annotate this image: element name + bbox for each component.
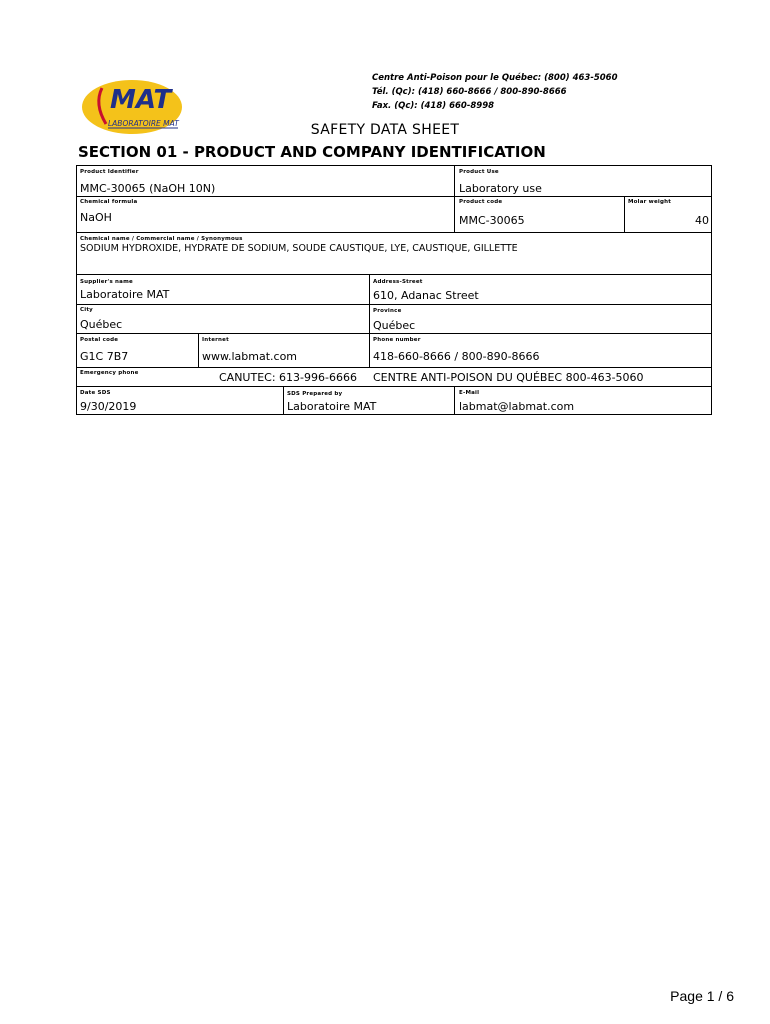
product-identifier-value: MMC-30065 (NaOH 10N): [80, 182, 216, 195]
date-sds-value: 9/30/2019: [80, 400, 137, 413]
molar-weight-label: Molar weight: [628, 199, 672, 205]
chemical-formula-value: NaOH: [80, 211, 112, 224]
postal-code-label: Postal code: [80, 337, 119, 343]
page-number: Page 1 / 6: [670, 988, 734, 1004]
internet-value: www.labmat.com: [202, 350, 298, 363]
product-code-label: Product code: [459, 199, 503, 205]
email-label: E-Mail: [459, 390, 480, 396]
phone-number-label: Phone number: [373, 337, 421, 343]
chemical-name-value: SODIUM HYDROXIDE, HYDRATE DE SODIUM, SOUDE CAUSTIQUE, LYE, CAUSTIQUE, GILLETTE: [80, 243, 518, 254]
internet-label: Internet: [202, 337, 229, 343]
emergency-phone-canutec: CANUTEC: 613-996-6666: [219, 371, 357, 384]
province-label: Province: [373, 308, 402, 314]
product-use-label: Product Use: [459, 169, 499, 175]
sds-prepared-by-label: SDS Prepared by: [287, 391, 343, 397]
date-sds-label: Date SDS: [80, 390, 111, 396]
chemical-formula-label: Chemical formula: [80, 199, 138, 205]
postal-code-value: G1C 7B7: [80, 350, 129, 363]
address-street-value: 610, Adanac Street: [373, 289, 479, 302]
supplier-name-label: Supplier's name: [80, 279, 133, 285]
contact-fax: Fax. (Qc): (418) 660-8998: [372, 101, 495, 111]
product-code-value: MMC-30065: [459, 214, 525, 227]
email-value: labmat@labmat.com: [459, 400, 575, 413]
molar-weight-value: 40: [695, 214, 709, 227]
document-title: SAFETY DATA SHEET: [310, 122, 460, 138]
city-value: Québec: [80, 318, 123, 331]
contact-poison-center: Centre Anti-Poison pour le Québec: (800) 463-5060: [372, 73, 618, 83]
section-heading: SECTION 01 - PRODUCT AND COMPANY IDENTIFICATION: [78, 143, 546, 161]
supplier-name-value: Laboratoire MAT: [80, 288, 170, 301]
product-use-value: Laboratory use: [459, 182, 542, 195]
phone-number-value: 418-660-8666 / 800-890-8666: [373, 350, 540, 363]
address-street-label: Address-Street: [373, 279, 423, 285]
chemical-name-label: Chemical name / Commercial name / Synonymous: [80, 236, 243, 242]
contact-phone: Tél. (Qc): (418) 660-8666 / 800-890-8666: [372, 87, 567, 97]
logo-sub-text: LABORATOIRE MAT: [108, 119, 179, 128]
emergency-phone-poison-center: CENTRE ANTI-POISON DU QUÉBEC 800-463-5060: [373, 371, 644, 384]
emergency-phone-label: Emergency phone: [80, 370, 139, 376]
product-identifier-label: Product Identifier: [80, 169, 139, 175]
logo-main-text: MAT: [110, 85, 172, 115]
city-label: City: [80, 307, 93, 313]
province-value: Québec: [373, 319, 416, 332]
sds-prepared-by-value: Laboratoire MAT: [287, 400, 377, 413]
